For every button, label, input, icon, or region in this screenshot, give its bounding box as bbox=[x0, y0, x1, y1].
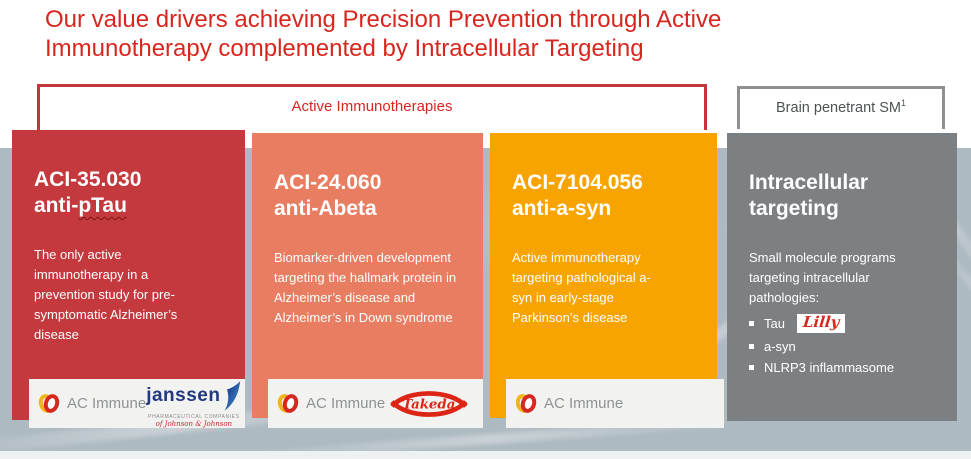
active-immunotherapies-bracket bbox=[37, 84, 707, 130]
card-aci-7104-056 bbox=[490, 133, 717, 418]
partner-logo-strip-2 bbox=[268, 379, 483, 428]
brain-penetrant-text: Brain penetrant SM bbox=[776, 100, 901, 116]
lilly-logo: Lilly bbox=[797, 314, 845, 333]
spellcheck-squiggle: pTau bbox=[78, 194, 127, 217]
partner-logo-strip-1 bbox=[29, 379, 245, 428]
bullet-item-tau: Tau Lilly bbox=[749, 314, 935, 333]
janssen-logo: janssen PHARMACEUTICAL COMPANIES of Johnson & Johnson bbox=[146, 380, 241, 428]
svg-text:Takeda: Takeda bbox=[402, 396, 456, 413]
card-description: Small molecule programs targeting intracellular pathologies: bbox=[749, 250, 896, 305]
bullet-square-icon bbox=[749, 321, 754, 326]
brain-penetrant-label bbox=[740, 100, 942, 116]
card-title-code: ACI-24.060 bbox=[274, 171, 382, 194]
card-aci-24-060 bbox=[252, 133, 483, 418]
bullet-item-nlrp3: NLRP3 inflammasome bbox=[749, 360, 935, 375]
card-aci-35-030 bbox=[12, 130, 245, 420]
pathology-bullet-list bbox=[749, 314, 935, 375]
card-description: The only active immunotherapy in a prevention study for pre-symptomatic Alzheimer’s disease bbox=[34, 247, 178, 342]
card-title-target: anti-pTau bbox=[34, 194, 127, 217]
partner-logo-strip-3 bbox=[506, 379, 724, 428]
takeda-logo bbox=[385, 384, 473, 424]
card-intracellular-targeting bbox=[727, 133, 957, 421]
bullet-item-a-syn: a-syn bbox=[749, 339, 935, 354]
bullet-square-icon bbox=[749, 344, 754, 349]
card-title-code: ACI-35.030 bbox=[34, 168, 142, 191]
card-title bbox=[274, 170, 461, 222]
slide-title: Our value drivers achieving Precision Prevention through Active Immunotherapy complemented by Intracellular Targeting bbox=[45, 6, 722, 62]
bottom-strip bbox=[0, 451, 971, 459]
card-title-line1: Intracellular bbox=[749, 171, 869, 194]
ac-immune-logo: AC Immune bbox=[278, 394, 385, 413]
card-title bbox=[749, 170, 935, 222]
card-title-target: anti-a-syn bbox=[512, 197, 612, 220]
active-immunotherapies-label: Active Immunotherapies bbox=[291, 98, 453, 115]
ac-immune-logo: AC Immune bbox=[516, 394, 623, 413]
card-title-target: anti-Abeta bbox=[274, 197, 377, 220]
brain-penetrant-bracket bbox=[737, 86, 945, 129]
card-title bbox=[34, 167, 223, 219]
janssen-swoosh-icon bbox=[223, 380, 241, 412]
card-title-line2: targeting bbox=[749, 197, 839, 220]
card-description: Biomarker-driven development targeting the hallmark protein in Alzheimer’s disease and Alzheimer’s in Down syndrome bbox=[274, 250, 457, 325]
ac-immune-logo: AC Immune bbox=[39, 394, 146, 413]
footnote-superscript: 1 bbox=[900, 98, 906, 109]
card-description: Active immunotherapy targeting pathological a-syn in early-stage Parkinson’s disease bbox=[512, 250, 651, 325]
bullet-square-icon bbox=[749, 365, 754, 370]
card-title bbox=[512, 170, 695, 222]
card-title-code: ACI-7104.056 bbox=[512, 171, 643, 194]
